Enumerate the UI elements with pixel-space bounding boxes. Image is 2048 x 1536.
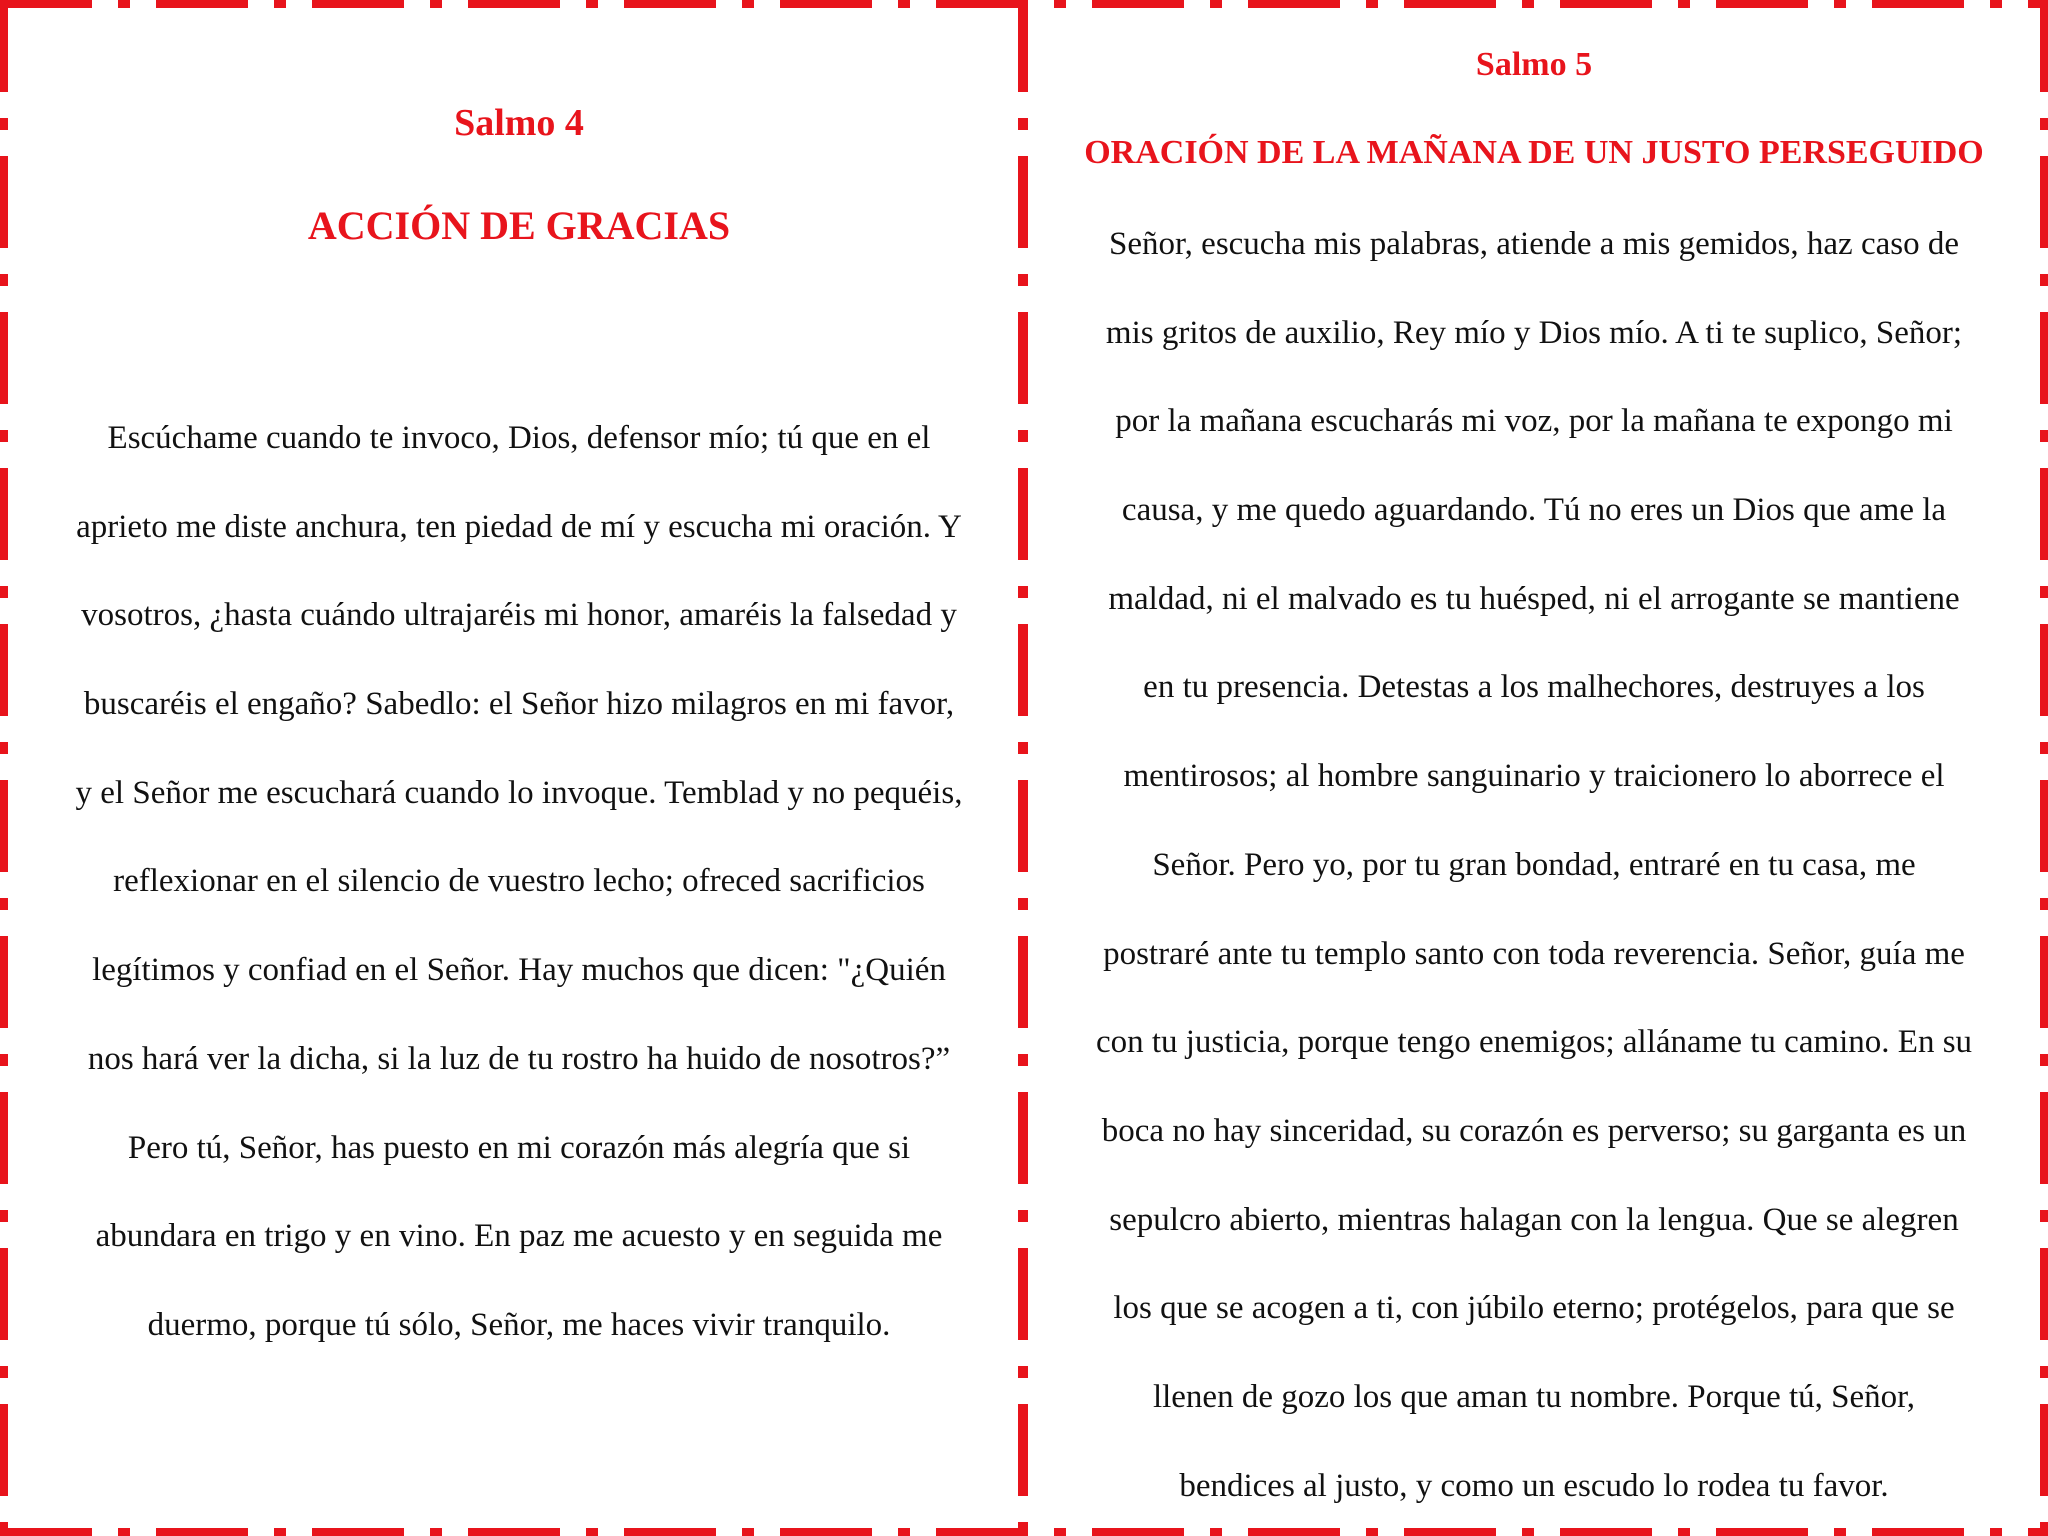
psalm-5-line: en tu presencia. Detestas a los malhechores, destruyes a los — [1143, 669, 1925, 706]
psalm-5-number: Salmo 5 — [1475, 46, 1593, 83]
psalm-4-line: vosotros, ¿hasta cuándo ultrajaréis mi honor, amaréis la falsedad y — [81, 597, 957, 634]
psalm-5-line: sepulcro abierto, mientras halagan con la lengua. Que se alegren — [1109, 1201, 1959, 1238]
psalm-5-line: llenen de gozo los que aman tu nombre. Porque tú, Señor, — [1152, 1378, 1916, 1415]
psalm-4-title: ACCIÓN DE GRACIAS — [307, 203, 731, 248]
psalm-5-line: mentirosos; al hombre sanguinario y traicionero lo aborrece el — [1123, 758, 1945, 795]
psalm-4-line: Pero tú, Señor, has puesto en mi corazón más alegría que si — [127, 1129, 911, 1166]
psalm-5-line: Señor. Pero yo, por tu gran bondad, entraré en tu casa, me — [1152, 846, 1916, 883]
psalm-4-line: Escúchame cuando te invoco, Dios, defensor mío; tú que en el — [107, 420, 931, 456]
psalm-4-line: legítimos y confiad en el Señor. Hay muchos que dicen: "¿Quién — [92, 952, 946, 989]
psalm-5-text — [1032, 200, 2036, 1530]
psalm-4-line: aprieto me diste anchura, ten piedad de mí y escucha mi oración. Y — [76, 508, 962, 545]
psalm-4-text — [20, 394, 1018, 1370]
psalm-5-line: boca no hay sinceridad, su corazón es perverso; su garganta es un — [1101, 1112, 1967, 1149]
psalm-5-line: por la mañana escucharás mi voz, por la mañana te expongo mi — [1115, 403, 1953, 440]
psalm-5-line: maldad, ni el malvado es tu huésped, ni el arrogante se mantiene — [1108, 580, 1960, 617]
psalm-4-line: duermo, porque tú sólo, Señor, me haces vivir tranquilo. — [147, 1306, 891, 1343]
center-dashed-divider — [1018, 0, 1028, 1536]
psalm-5-line: bendices al justo, y como un escudo lo rodea tu favor. — [1179, 1467, 1889, 1504]
psalm-4-line: reflexionar en el silencio de vuestro lecho; ofreced sacrificios — [113, 863, 925, 900]
psalm-5-line: con tu justicia, porque tengo enemigos; alláname tu camino. En su — [1095, 1024, 1973, 1061]
dashed-border-left — [0, 0, 8, 1536]
psalm-5-line: Señor, escucha mis palabras, atiende a mis gemidos, haz caso de — [1109, 226, 1959, 262]
dashed-border-right — [2040, 0, 2048, 1536]
psalm-4-number: Salmo 4 — [454, 102, 584, 144]
psalm-4-line: y el Señor me escuchará cuando lo invoque. Temblad y no pequéis, — [75, 774, 963, 811]
psalm-4-line: abundara en trigo y en vino. En paz me acuesto y en seguida me — [95, 1218, 943, 1255]
psalm-5-line: los que se acogen a ti, con júbilo eterno; protégelos, para que se — [1113, 1290, 1955, 1327]
psalm-5-title: ORACIÓN DE LA MAÑANA DE UN JUSTO PERSEGUIDO — [1084, 134, 1984, 171]
psalm-4-line: nos hará ver la dicha, si la luz de tu rostro ha huido de nosotros?” — [87, 1040, 951, 1077]
psalm-4-line: buscaréis el engaño? Sabedlo: el Señor hizo milagros en mi favor, — [83, 686, 955, 723]
psalm-5-line: mis gritos de auxilio, Rey mío y Dios mío. A ti te suplico, Señor; — [1105, 314, 1963, 351]
psalm-5-line: postraré ante tu templo santo con toda reverencia. Señor, guía me — [1103, 935, 1965, 972]
psalm-5-line: causa, y me quedo aguardando. Tú no eres un Dios que ame la — [1121, 492, 1947, 529]
